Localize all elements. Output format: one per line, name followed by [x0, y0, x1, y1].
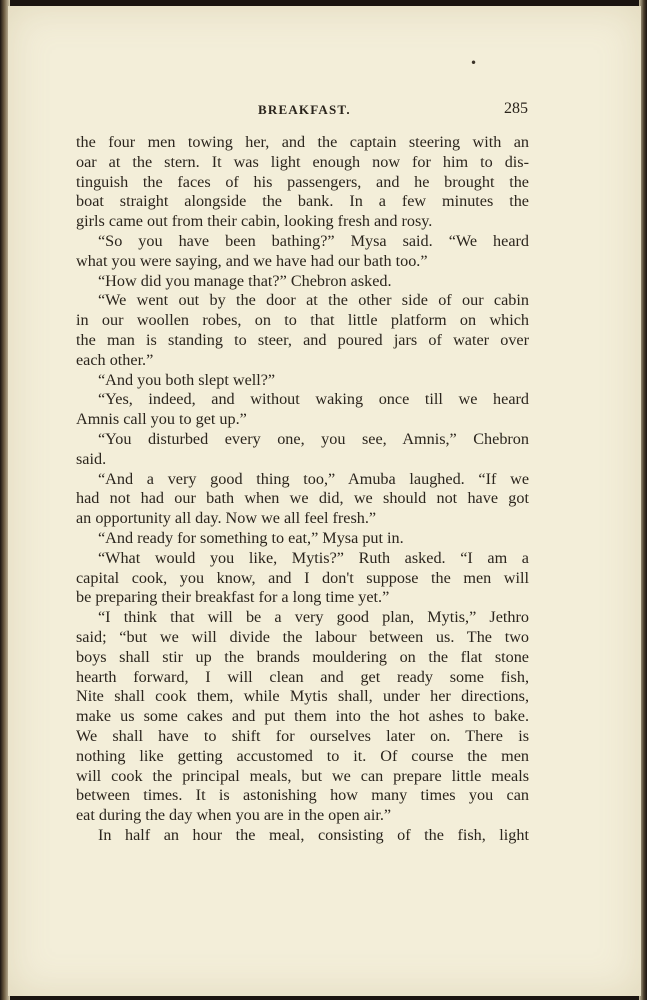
page-number: 285: [504, 100, 528, 117]
book-page: [8, 6, 641, 996]
text-line: said.: [76, 449, 107, 468]
text-line: “So you have been bathing?” Mysa said. “We heard: [98, 231, 529, 250]
text-line: oar at the stern. It was light enough now for him to dis-: [76, 152, 529, 171]
ink-speck: •: [470, 56, 478, 70]
text-line: each other.”: [76, 350, 154, 369]
text-line: had not had our bath when we did, we should not have got: [76, 489, 529, 508]
text-line: “You disturbed every one, you see, Amnis,” Chebron: [98, 429, 529, 448]
body-text: [76, 133, 529, 846]
text-line: “What would you like, Mytis?” Ruth asked. “I am a: [98, 548, 529, 567]
text-line: “And a very good thing too,” Amuba laughed. “If we: [98, 469, 529, 488]
page-header: [8, 100, 641, 120]
text-line: said; “but we will divide the labour between us. The two: [76, 627, 529, 646]
text-line: “We went out by the door at the other side of our cabin: [98, 291, 529, 310]
text-line: We shall have to shift for ourselves later on. There is: [76, 726, 529, 745]
text-line: in our woollen robes, on to that little platform on which: [76, 311, 529, 330]
text-line: make us some cakes and put them into the hot ashes to bake.: [76, 707, 529, 726]
text-line: “I think that will be a very good plan, Mytis,” Jethro: [98, 608, 529, 627]
text-line: “How did you manage that?” Chebron asked.: [98, 271, 392, 290]
text-line: boat straight alongside the bank. In a few minutes the: [76, 192, 529, 211]
text-line: “And you both slept well?”: [98, 370, 276, 389]
text-line: tinguish the faces of his passengers, and he brought the: [76, 172, 529, 191]
text-line: the man is standing to steer, and poured jars of water over: [76, 330, 529, 349]
text-line: “Yes, indeed, and without waking once till we heard: [98, 390, 529, 409]
text-line: the four men towing her, and the captain steering with an: [76, 133, 529, 151]
text-line: between times. It is astonishing how many times you can: [76, 786, 529, 805]
text-line: hearth forward, I will clean and get ready some fish,: [76, 667, 529, 686]
text-line: In half an hour the meal, consisting of the fish, light: [98, 825, 529, 844]
text-line: be preparing their breakfast for a long time yet.”: [76, 588, 390, 607]
text-line: eat during the day when you are in the open air.”: [76, 806, 392, 825]
text-line: capital cook, you know, and I don't suppose the men will: [76, 568, 529, 587]
text-line: will cook the principal meals, but we can prepare little meals: [76, 766, 529, 785]
text-line: girls came out from their cabin, looking fresh and rosy.: [76, 212, 433, 231]
text-line: boys shall stir up the brands mouldering on the flat stone: [76, 647, 529, 666]
text-line: Nite shall cook them, while Mytis shall, under her directions,: [76, 687, 529, 706]
running-title: BREAKFAST.: [258, 102, 351, 117]
text-line: nothing like getting accustomed to it. Of course the men: [76, 746, 529, 765]
text-line: an opportunity all day. Now we all feel fresh.”: [76, 509, 377, 528]
text-line: “And ready for something to eat,” Mysa put in.: [98, 528, 404, 547]
text-line: what you were saying, and we have had our bath too.”: [76, 251, 428, 270]
text-line: Amnis call you to get up.”: [76, 410, 247, 429]
